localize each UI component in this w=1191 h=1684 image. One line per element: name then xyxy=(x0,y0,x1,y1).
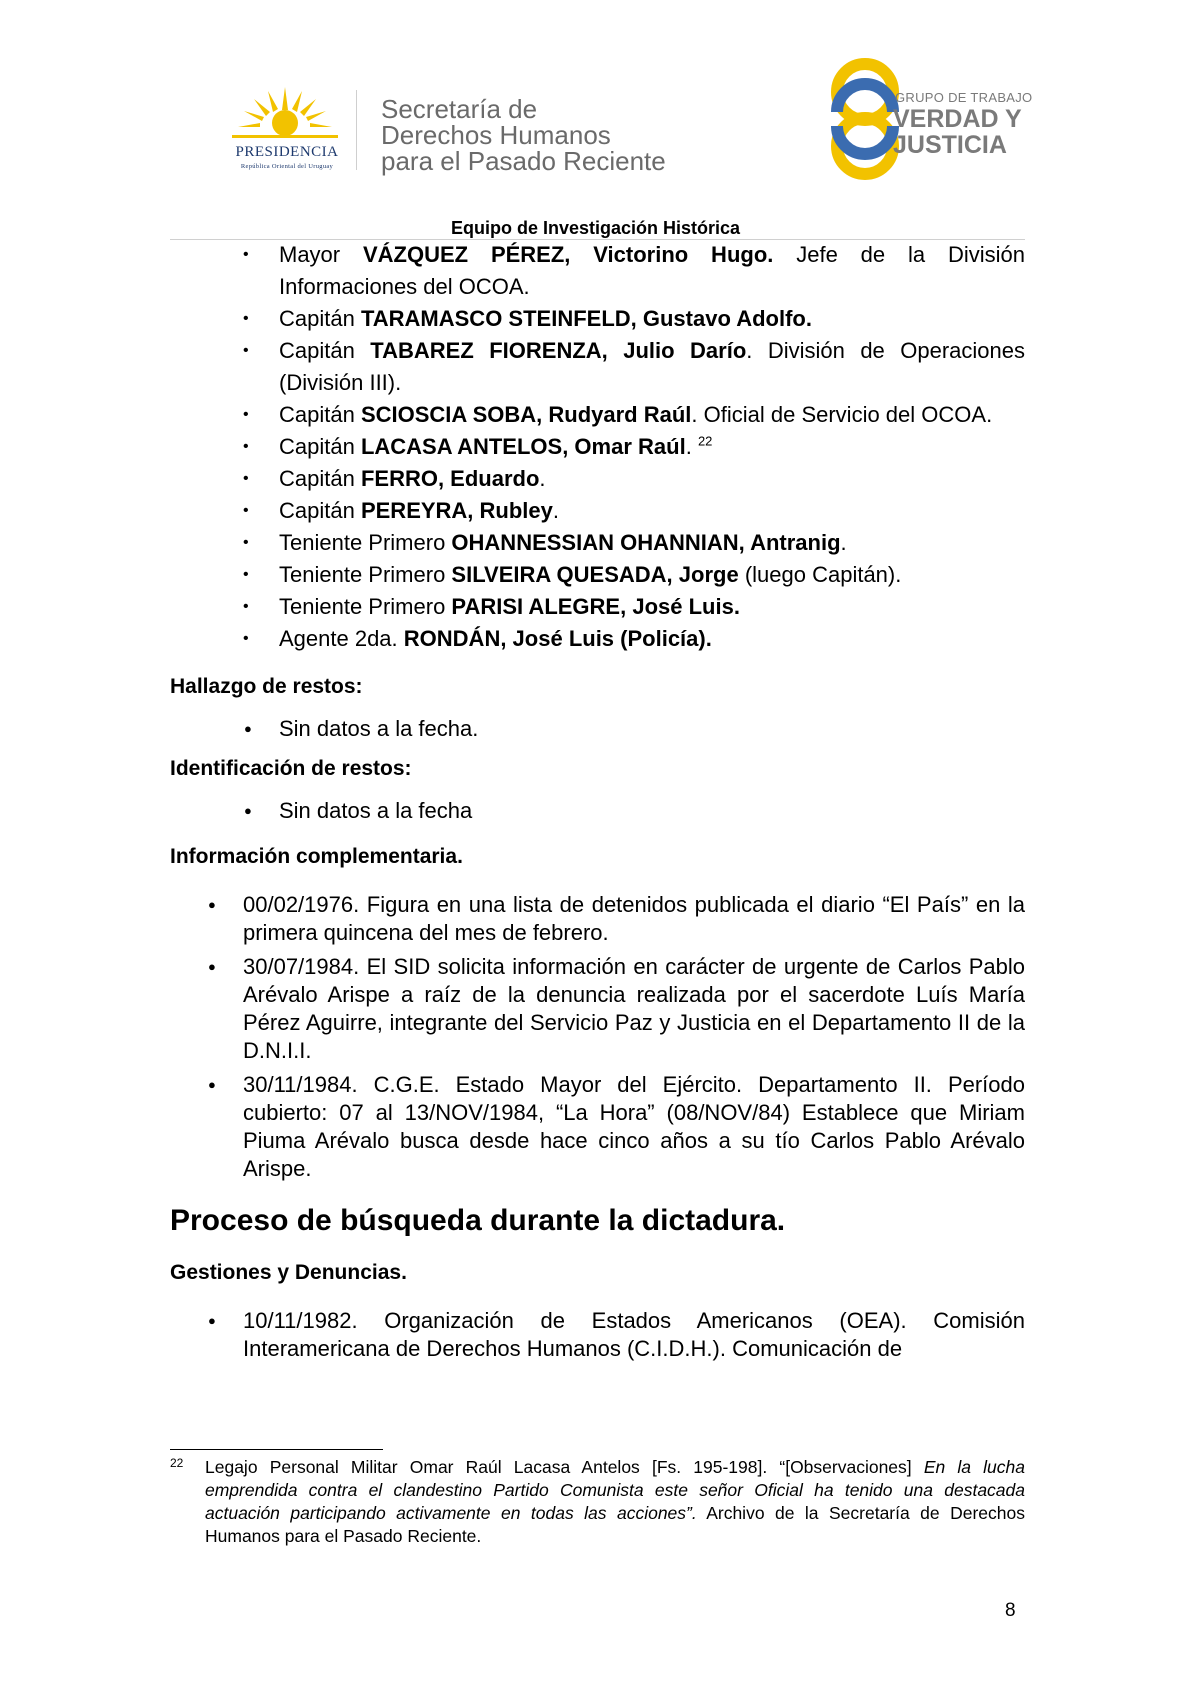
secretaria-line-2: Derechos Humanos xyxy=(381,120,611,150)
list-item: • Teniente Primero SILVEIRA QUESADA, Jorge (luego Capitán). xyxy=(170,559,1025,591)
list-item: • Capitán LACASA ANTELOS, Omar Raúl. $^{22}$ xyxy=(170,431,1025,463)
info-list xyxy=(170,891,1025,1183)
list-item: ● 30/11/1984. C.G.E. Estado Mayor del Ejército. Departamento II. Período cubierto: 07 al 13/NOV/1984, “La Hora” (08/NOV/84) Establece que Miriam Piuma Arévalo busca desde hace cinco años a su tío Carlos Pablo Arévalo Arispe. xyxy=(170,1071,1025,1183)
list-item: ● 30/07/1984. El SID solicita información en carácter de urgente de Carlos Pablo Arévalo Arispe a raíz de la denuncia realizada por el sacerdote Luís María Pérez Aguirre, integrante del Servicio Paz y Justicia en el Departamento II de la D.N.I.I. xyxy=(170,953,1025,1065)
list-item: ● 00/02/1976. Figura en una lista de detenidos publicada el diario “El País” en la primera quincena del mes de febrero. xyxy=(170,891,1025,947)
secretaria-line-1: Secretaría de xyxy=(381,94,538,124)
gt-title xyxy=(893,106,1022,158)
list-item: ● 10/11/1982. Organización de Estados Americanos (OEA). Comisión Interamericana de Derechos Humanos (C.I.D.H.). Comunicación de xyxy=(170,1307,1025,1363)
gestiones-list xyxy=(170,1307,1025,1363)
gestiones-heading: Gestiones y Denuncias. xyxy=(170,1261,407,1284)
section-title: Proceso de búsqueda durante la dictadura. xyxy=(170,1204,786,1237)
hallazgo-list xyxy=(170,715,1025,743)
list-item: • Capitán SCIOSCIA SOBA, Rudyard Raúl. Oficial de Servicio del OCOA. xyxy=(170,399,1025,431)
list-item: • Teniente Primero OHANNESSIAN OHANNIAN, Antranig. xyxy=(170,527,1025,559)
footnote-number: 22 xyxy=(170,1456,184,1470)
list-item: • Capitán TABAREZ FIORENZA, Julio Darío. División de Operaciones (División III). xyxy=(170,335,1025,399)
secretaria-title xyxy=(381,96,666,174)
identificacion-list xyxy=(170,797,1025,825)
footnote-text: Legajo Personal Militar Omar Raúl Lacasa Antelos [Fs. 195-198]. “[Observaciones] En la lucha emprendida contra el clandestino Partido Comunista este señor Oficial ha tenido una destacada actuación participando activamente en todas las acciones”. Archivo de la Secretaría de Derechos Humanos para el Pasado Reciente. xyxy=(205,1457,1025,1546)
main-content xyxy=(170,239,1025,1363)
footnote-ref[interactable]: 22 xyxy=(697,433,713,449)
list-item: ● Sin datos a la fecha. xyxy=(170,715,1025,743)
personnel-list xyxy=(170,239,1025,655)
secretaria-line-3: para el Pasado Reciente xyxy=(381,146,666,176)
gt-caption: GRUPO DE TRABAJO xyxy=(895,90,1033,105)
gt-title-line-1: VERDAD Y xyxy=(893,105,1022,133)
presidencia-subtitle: República Oriental del Uruguay xyxy=(240,163,334,170)
list-item: • Capitán PEREYRA, Rubley. xyxy=(170,495,1025,527)
list-item: • Capitán FERRO, Eduardo. xyxy=(170,463,1025,495)
identificacion-heading: Identificación de restos: xyxy=(170,757,412,780)
gt-title-line-2: JUSTICIA xyxy=(893,131,1007,159)
list-item: • Teniente Primero PARISI ALEGRE, José Luis. xyxy=(170,591,1025,623)
info-heading: Información complementaria. xyxy=(170,845,463,868)
list-item: • Mayor VÁZQUEZ PÉREZ, Victorino Hugo. Jefe de la División Informaciones del OCOA. xyxy=(170,239,1025,303)
footnote-rule xyxy=(170,1449,383,1450)
header-divider xyxy=(356,90,357,170)
presidencia-name: PRESIDENCIA xyxy=(235,144,339,160)
list-item: ● Sin datos a la fecha xyxy=(170,797,1025,825)
list-item: • Capitán TARAMASCO STEINFELD, Gustavo Adolfo. xyxy=(170,303,1025,335)
team-heading: Equipo de Investigación Histórica xyxy=(450,218,741,238)
hallazgo-heading: Hallazgo de restos: xyxy=(170,675,363,698)
page-number: 8 xyxy=(1005,1600,1016,1621)
list-item: • Agente 2da. RONDÁN, José Luis (Policía). xyxy=(170,623,1025,655)
sun-emblem-icon xyxy=(210,85,360,175)
footnote xyxy=(170,1456,1025,1548)
